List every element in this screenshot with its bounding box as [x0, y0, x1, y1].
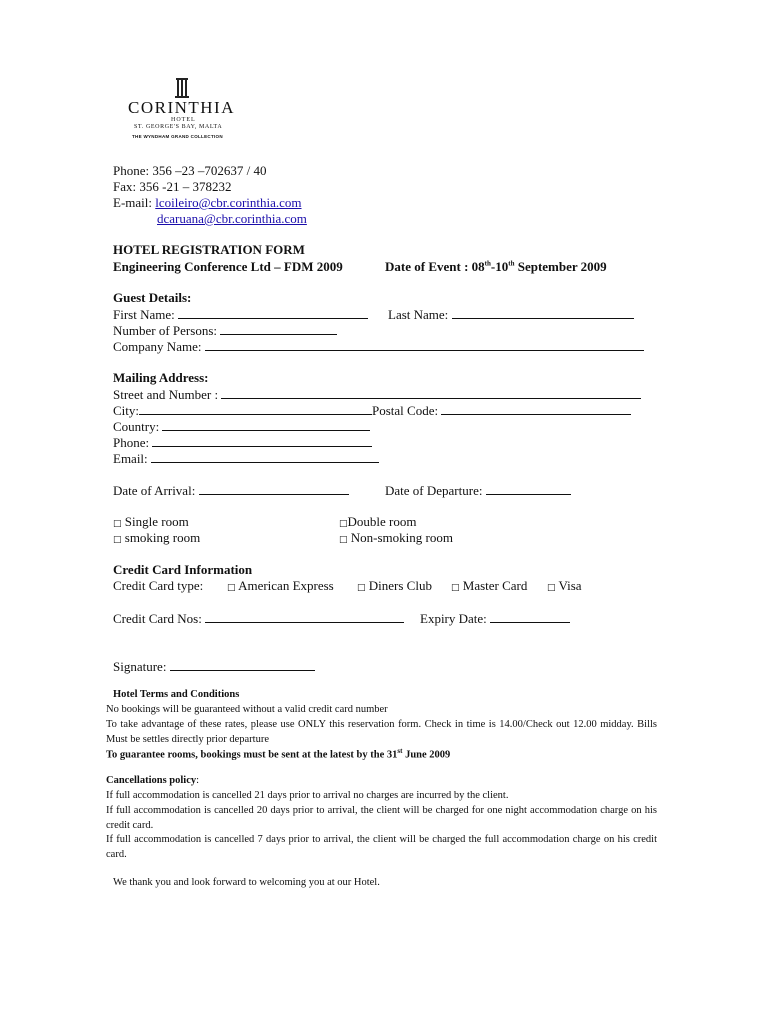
contact-email-row-2 [157, 211, 307, 227]
cancellation-colon: : [196, 775, 200, 786]
departure-field[interactable] [486, 482, 571, 495]
credit-card-heading: Credit Card Information [113, 562, 253, 577]
postal-field[interactable] [441, 402, 631, 415]
phone-label: Phone: [113, 435, 150, 450]
signature-row [113, 658, 315, 675]
email-row [113, 450, 379, 467]
country-field[interactable] [162, 418, 370, 431]
smoking-room-checkbox[interactable]: □ [113, 535, 122, 545]
event-date-from-sup: th [484, 259, 491, 268]
single-room-checkbox[interactable]: □ [113, 519, 122, 529]
cancellation-para-2: If full accommodation is cancelled 20 days prior to arrival, the client will be charged for one night accommodation charge on his credit card. [106, 805, 657, 831]
smoking-room-label: smoking room [124, 530, 201, 545]
first-name-row [113, 306, 368, 323]
phone-row [113, 434, 372, 451]
company-field[interactable] [205, 338, 644, 351]
event-date-month: September 2009 [517, 259, 607, 274]
cancellation-para-3: If full accommodation is cancelled 7 days prior to arrival, the client will be charged the full accommodation charge on his credit card. [106, 834, 657, 860]
departure-label: Date of Departure: [385, 483, 483, 498]
event-date-to-sup: th [508, 259, 515, 268]
hotel-logo-icon [175, 78, 189, 98]
arrival-row [113, 482, 349, 499]
cancellation-para-1: If full accommodation is cancelled 21 days prior to arrival no charges are incurred by the client. [106, 790, 509, 801]
event-date-to: -10 [490, 259, 509, 274]
street-field[interactable] [221, 386, 641, 399]
city-label: City: [113, 403, 140, 418]
expiry-row [420, 610, 570, 627]
contact-phone: Phone: 356 –23 –702637 / 40 [113, 163, 267, 178]
terms-deadline-date: June 2009 [405, 749, 451, 761]
last-name-label: Last Name: [388, 307, 449, 322]
nonsmoking-room-checkbox[interactable]: □ [339, 535, 348, 545]
last-name-row [388, 306, 634, 323]
visa-option[interactable] [547, 578, 582, 594]
smoking-room-option[interactable] [113, 530, 200, 546]
terms-line-1: No bookings will be guaranteed without a valid credit card number [106, 704, 388, 715]
event-date [385, 259, 607, 275]
contact-email-row [113, 195, 302, 211]
persons-field[interactable] [220, 322, 337, 335]
persons-label: Number of Persons: [113, 323, 217, 338]
card-number-field[interactable] [205, 610, 404, 623]
double-room-label: Double room [347, 514, 417, 529]
first-name-label: First Name: [113, 307, 175, 322]
contact-email-link-2[interactable]: dcaruana@cbr.corinthia.com [157, 211, 307, 226]
event-date-label: Date of Event : [385, 259, 469, 274]
postal-label: Postal Code: [372, 403, 439, 418]
arrival-field[interactable] [199, 482, 349, 495]
mastercard-option[interactable] [451, 578, 527, 594]
hotel-logo-name: CORINTHIA [128, 98, 235, 117]
card-number-row [113, 610, 404, 627]
contact-email-label: E-mail: [113, 195, 152, 210]
amex-label: American Express [238, 578, 334, 593]
street-row [113, 386, 641, 403]
terms-line-3 [106, 747, 450, 761]
city-field[interactable] [139, 402, 372, 415]
expiry-field[interactable] [490, 610, 570, 623]
company-label: Company Name: [113, 339, 202, 354]
contact-fax: Fax: 356 -21 – 378232 [113, 179, 232, 194]
last-name-field[interactable] [452, 306, 634, 319]
company-row [113, 338, 644, 355]
diners-checkbox[interactable]: □ [357, 583, 366, 593]
visa-checkbox[interactable]: □ [547, 583, 556, 593]
persons-row [113, 322, 337, 339]
closing-message: We thank you and look forward to welcoming you at our Hotel. [113, 877, 380, 888]
country-label: Country: [113, 419, 160, 434]
event-date-from: 08 [471, 259, 485, 274]
cancellation-heading-row [106, 775, 199, 786]
card-type-label: Credit Card type: [113, 578, 204, 593]
terms-line-2: To take advantage of these rates, please use ONLY this reservation form. Check in time is 14.00/Check out 12.00 midday. Bills Must be settles directly prior departure [106, 719, 657, 745]
double-room-option[interactable] [339, 514, 416, 530]
hotel-logo-subtitle: HOTEL [171, 117, 196, 123]
single-room-label: Single room [124, 514, 189, 529]
diners-label: Diners Club [368, 578, 432, 593]
email-label: Email: [113, 451, 148, 466]
street-label: Street and Number : [113, 387, 219, 402]
expiry-label: Expiry Date: [420, 611, 487, 626]
card-number-label: Credit Card Nos: [113, 611, 202, 626]
terms-heading: Hotel Terms and Conditions [113, 689, 240, 700]
amex-option[interactable] [227, 578, 334, 594]
cancellation-heading: Cancellations policy [106, 775, 197, 786]
amex-checkbox[interactable]: □ [227, 583, 236, 593]
hotel-logo-collection: THE WYNDHAM GRAND COLLECTION [132, 134, 223, 139]
email-field[interactable] [151, 450, 379, 463]
terms-deadline-text: To guarantee rooms, bookings must be sent at the latest by the 31 [106, 749, 398, 761]
country-row [113, 418, 370, 435]
mastercard-checkbox[interactable]: □ [451, 583, 460, 593]
visa-label: Visa [558, 578, 582, 593]
event-name: Engineering Conference Ltd – FDM 2009 [113, 259, 343, 274]
first-name-field[interactable] [178, 306, 368, 319]
signature-field[interactable] [170, 658, 315, 671]
hotel-logo-location: ST. GEORGE'S BAY, MALTA [134, 124, 223, 130]
departure-row [385, 482, 571, 499]
single-room-option[interactable] [113, 514, 189, 530]
double-room-checkbox[interactable]: □ [339, 519, 348, 529]
mastercard-label: Master Card [462, 578, 528, 593]
signature-label: Signature: [113, 659, 167, 674]
nonsmoking-room-option[interactable] [339, 530, 453, 546]
diners-option[interactable] [357, 578, 432, 594]
form-title: HOTEL REGISTRATION FORM [113, 242, 305, 257]
terms-deadline-sup: st [397, 747, 403, 755]
arrival-label: Date of Arrival: [113, 483, 196, 498]
guest-details-heading: Guest Details: [113, 290, 192, 305]
mailing-heading: Mailing Address: [113, 370, 209, 385]
phone-field[interactable] [152, 434, 372, 447]
nonsmoking-room-label: Non-smoking room [350, 530, 453, 545]
contact-email-link-1[interactable]: lcoileiro@cbr.corinthia.com [155, 195, 302, 210]
city-row [113, 402, 631, 419]
